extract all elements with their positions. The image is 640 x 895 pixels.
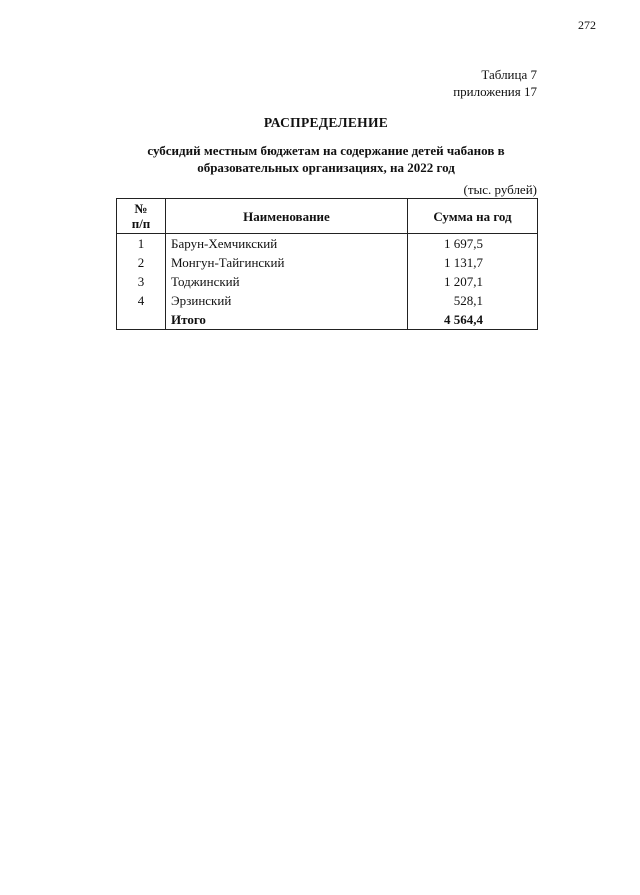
table-reference-line: Таблица 7 (481, 67, 537, 82)
cell-number: 1 (117, 234, 166, 254)
cell-name: Эрзинский (166, 291, 408, 310)
header-number-line: п/п (131, 216, 151, 231)
cell-sum: 1 131,7 (408, 253, 538, 272)
cell-name: Тоджинский (166, 272, 408, 291)
table-reference-line: приложения 17 (453, 84, 537, 99)
cell-number (117, 310, 166, 330)
cell-name: Барун-Хемчикский (166, 234, 408, 254)
table-header-row (117, 199, 538, 234)
distribution-table (116, 198, 538, 330)
header-number (117, 199, 166, 234)
units-label: (тыс. рублей) (463, 182, 537, 197)
document-subtitle (0, 142, 640, 176)
header-sum: Сумма на год (408, 199, 538, 234)
document-title: РАСПРЕДЕЛЕНИЕ (263, 115, 389, 130)
subtitle-line: образовательных организациях, на 2022 год (197, 160, 455, 175)
header-name: Наименование (166, 199, 408, 234)
table-reference (453, 66, 537, 100)
subtitle-line: субсидий местным бюджетам на содержание детей чабанов в (147, 143, 505, 158)
cell-total-label: Итого (166, 310, 408, 330)
cell-number: 2 (117, 253, 166, 272)
cell-sum: 528,1 (408, 291, 538, 310)
table-row (117, 234, 538, 254)
cell-total-sum: 4 564,4 (408, 310, 538, 330)
cell-sum: 1 697,5 (408, 234, 538, 254)
header-number-line: № (134, 201, 148, 216)
cell-name: Монгун-Тайгинский (166, 253, 408, 272)
table-row (117, 253, 538, 272)
cell-sum: 1 207,1 (408, 272, 538, 291)
table-total-row (117, 310, 538, 330)
page-number: 272 (578, 18, 596, 32)
cell-number: 4 (117, 291, 166, 310)
cell-number: 3 (117, 272, 166, 291)
table-row (117, 272, 538, 291)
table-row (117, 291, 538, 310)
